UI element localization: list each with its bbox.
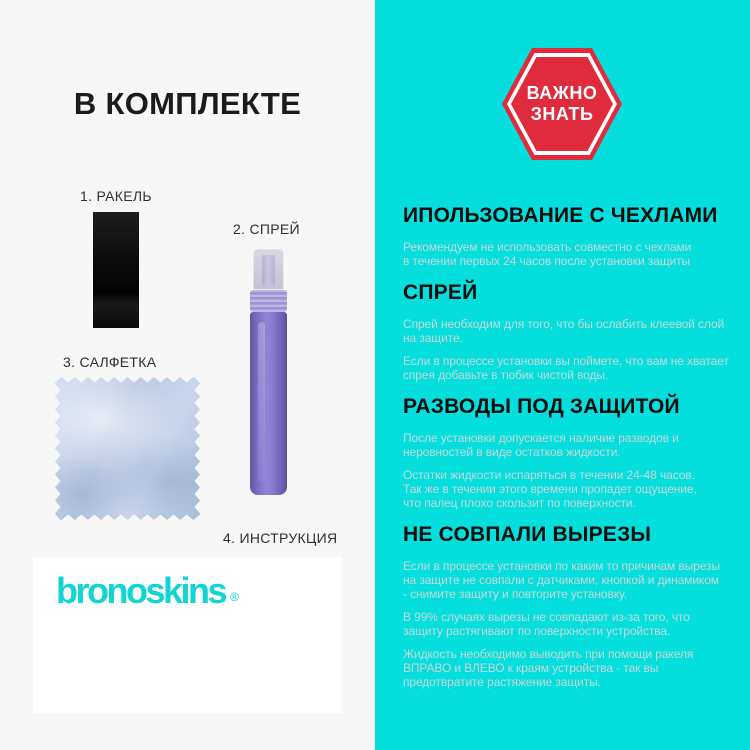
section-paragraph: В 99% случаях вырезы не совпадают из-за того, что защиту растягивают по поверхности устройства. (403, 610, 690, 638)
item-label-instruction: 4. ИНСТРУКЦИЯ (223, 530, 338, 546)
section-title: ИПОЛЬЗОВАНИЕ С ЧЕХЛАМИ (403, 204, 718, 227)
section-paragraph: Жидкость необходимо выводить при помощи ракеля ВПРАВО и ВЛЕВО к краям устройства - так вы предотвратите растяжение защиты. (403, 647, 694, 689)
spray-body-sheen (258, 322, 265, 482)
section-streaks (403, 395, 743, 510)
info-panel (375, 0, 750, 750)
item-label-squeegee: 1. РАКЕЛЬ (80, 188, 152, 204)
badge-line-1: ВАЖНО (526, 83, 598, 103)
section-paragraph: Если в процессе установки по каким то причинам вырезы на защите не совпали с датчиками, кнопкой и динамиком - снимите защиту и повторите установку. (403, 559, 720, 601)
registered-trademark-icon: ® (230, 590, 239, 604)
badge-label (502, 48, 622, 160)
spray-bottle-image (249, 249, 288, 497)
spray-cap (253, 249, 284, 290)
section-title: СПРЕЙ (403, 281, 478, 304)
section-title: НЕ СОВПАЛИ ВЫРЕЗЫ (403, 523, 652, 546)
section-cases (403, 204, 743, 268)
section-paragraph: Если в процессе установки вы поймете, что вам не хватает спрея добавьте в тюбик чистой воды. (403, 354, 729, 382)
instruction-card-image (33, 557, 342, 713)
section-cutouts (403, 523, 743, 689)
brand-logo-text: bronoskins (56, 570, 226, 611)
item-label-cloth: 3. САЛФЕТКА (63, 354, 157, 370)
important-know-badge (502, 48, 622, 160)
section-spray (403, 281, 743, 382)
spray-collar (250, 290, 287, 312)
item-label-spray: 2. СПРЕЙ (233, 221, 300, 237)
cloth-image (55, 377, 200, 520)
kit-title: В КОМПЛЕКТЕ (73, 86, 302, 121)
section-paragraph: Остатки жидкости испаряться в течении 24-48 часов. Так же в течении этого времени пропадет ощущение, что палец плохо скользит по поверхности. (403, 468, 697, 510)
section-paragraph: Рекомендуем не использовать совместно с чехлами в течении первых 24 часов после установки защиты (403, 240, 692, 268)
section-paragraph: Спрей необходим для того, что бы ослабить клеевой слой на защите. (403, 317, 725, 345)
spray-body (250, 312, 287, 495)
badge-line-2: ЗНАТЬ (530, 104, 594, 124)
section-title: РАЗВОДЫ ПОД ЗАЩИТОЙ (403, 395, 680, 418)
spray-nozzle (262, 255, 275, 285)
info-sections (403, 204, 743, 702)
brand-logo (56, 570, 239, 612)
section-paragraph: После установки допускается наличие разводов и неровностей в виде остатков жидкости. (403, 431, 679, 459)
squeegee-image (93, 212, 139, 328)
